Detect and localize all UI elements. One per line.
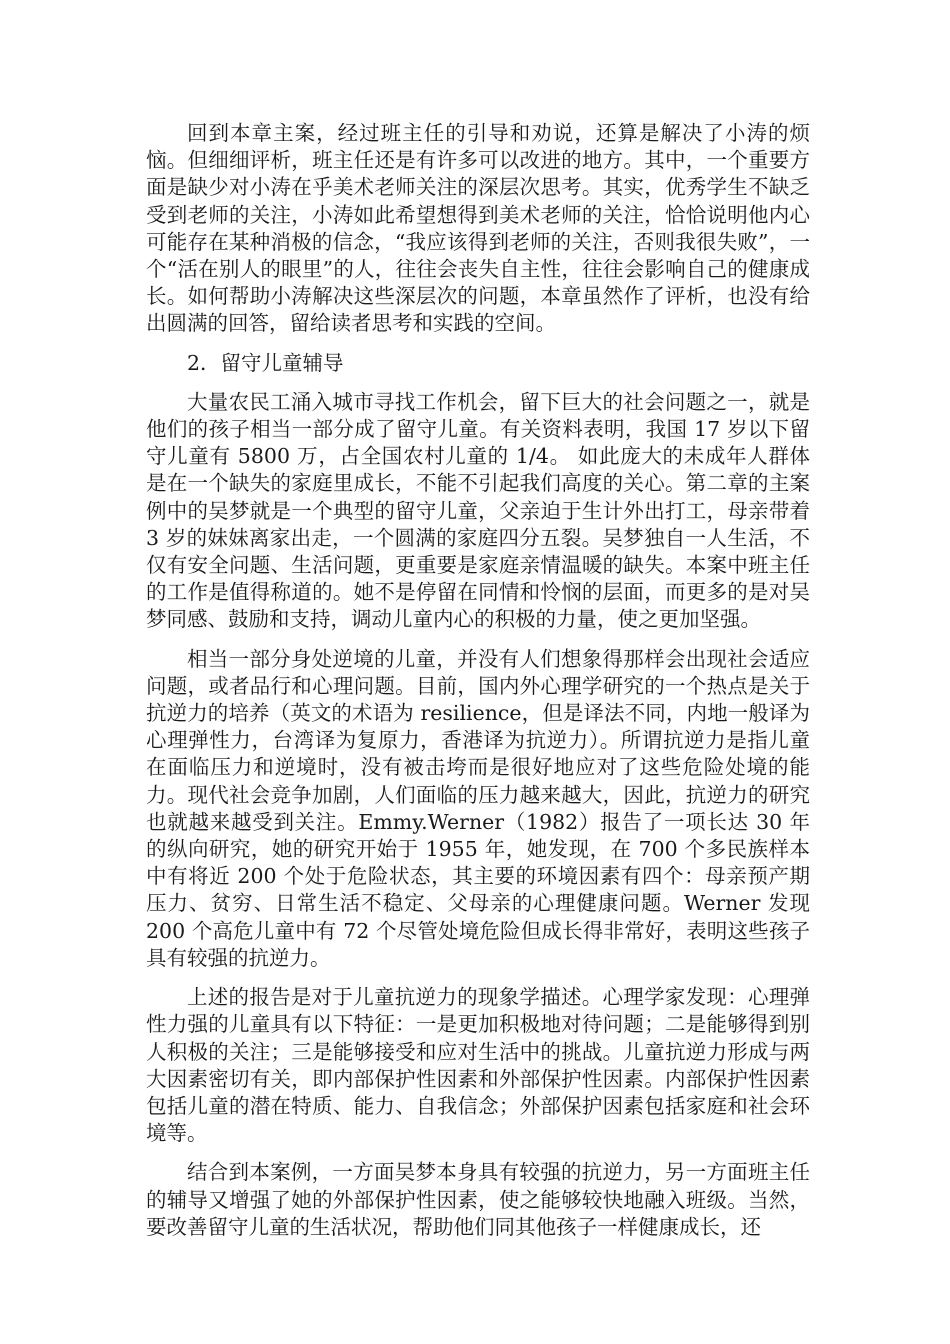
paragraph-chapter-review: 回到本章主案，经过班主任的引导和劝说，还算是解决了小涛的烦恼。但细细评析，班主任还是有许多可以改进的地方。其中，一个重要方面是缺少对小涛在乎美术老师关注的深层次思考。其实，优秀学生不缺乏受到老师的关注，小涛如此希望想得到美术老师的关注，恰恰说明他内心可能存在某种消极的信念，“我应该得到老师的关注，否则我很失败”，一个“活在别人的眼里”的人，往往会丧失自主性，往往会影响自己的健康成长。如何帮助小涛解决这些深层次的问题，本章虽然作了评析，也没有给出圆满的回答，留给读者思考和实践的空间。 <box>146 121 810 336</box>
section-heading-left-behind-children: 2．留守儿童辅导 <box>187 350 344 375</box>
paragraph-left-behind-children: 大量农民工涌入城市寻找工作机会，留下巨大的社会问题之一，就是他们的孩子相当一部分成了留守儿童。有关资料表明，我国 17 岁以下留守儿童有 5800 万，占全国农村儿童的 1/4。 如此庞大的未成年人群体是在一个缺失的家庭里成长，不能不引起我们高度的关心。第二章的主案例中的吴梦就是一个典型的留守儿童，父亲迫于生计外出打工，母亲带着 3 岁的妹妹离家出走，一个圆满的家庭四分五裂。吴梦独自一人生活，不仅有安全问题、生活问题，更重要是家庭亲情温暖的缺失。本案中班主任的工作是值得称道的。她不是停留在同情和怜悯的层面，而更多的是对吴梦同感、鼓励和支持，调动儿童内心的积极的力量，使之更加坚强。 <box>146 389 810 632</box>
paragraph-case-conclusion: 结合到本案例，一方面吴梦本身具有较强的抗逆力，另一方面班主任的辅导又增强了她的外部保护性因素，使之能够较快地融入班级。当然，要改善留守儿童的生活状况，帮助他们同其他孩子一样健康成长，还 <box>146 1160 810 1239</box>
paragraph-resilience-features: 上述的报告是对于儿童抗逆力的现象学描述。心理学家发现：心理弹性力强的儿童具有以下特征：一是更加积极地对待问题；二是能够得到别人积极的关注；三是能够接受和应对生活中的挑战。儿童抗逆力形成与两大因素密切有关，即内部保护性因素和外部保护性因素。内部保护性因素包括儿童的潜在特质、能力、自我信念；外部保护因素包括家庭和社会环境等。 <box>146 985 810 1146</box>
paragraph-resilience: 相当一部分身处逆境的儿童，并没有人们想象得那样会出现社会适应问题，或者品行和心理问题。目前，国内外心理学研究的一个热点是关于抗逆力的培养（英文的术语为 resilience，但是译法不同，内地一般译为心理弹性力，台湾译为复原力，香港译为抗逆力）。所谓抗逆力是指儿童在面临压力和逆境时，没有被击垮而是很好地应对了这些危险处境的能力。现代社会竞争加剧，人们面临的压力越来越大，因此，抗逆力的研究也就越来越受到关注。Emmy.Werner（1982）报告了一项长达 30 年的纵向研究，她的研究开始于 1955 年，她发现，在 700 个多民族样本中有将近 200 个处于危险状态，其主要的环境因素有四个：母亲预产期压力、贫穷、日常生活不稳定、父母亲的心理健康问题。Werner 发现 200 个高危儿童中有 72 个尽管处境危险但成长得非常好，表明这些孩子具有较强的抗逆力。 <box>146 646 810 970</box>
body-text <box>146 120 810 1253</box>
